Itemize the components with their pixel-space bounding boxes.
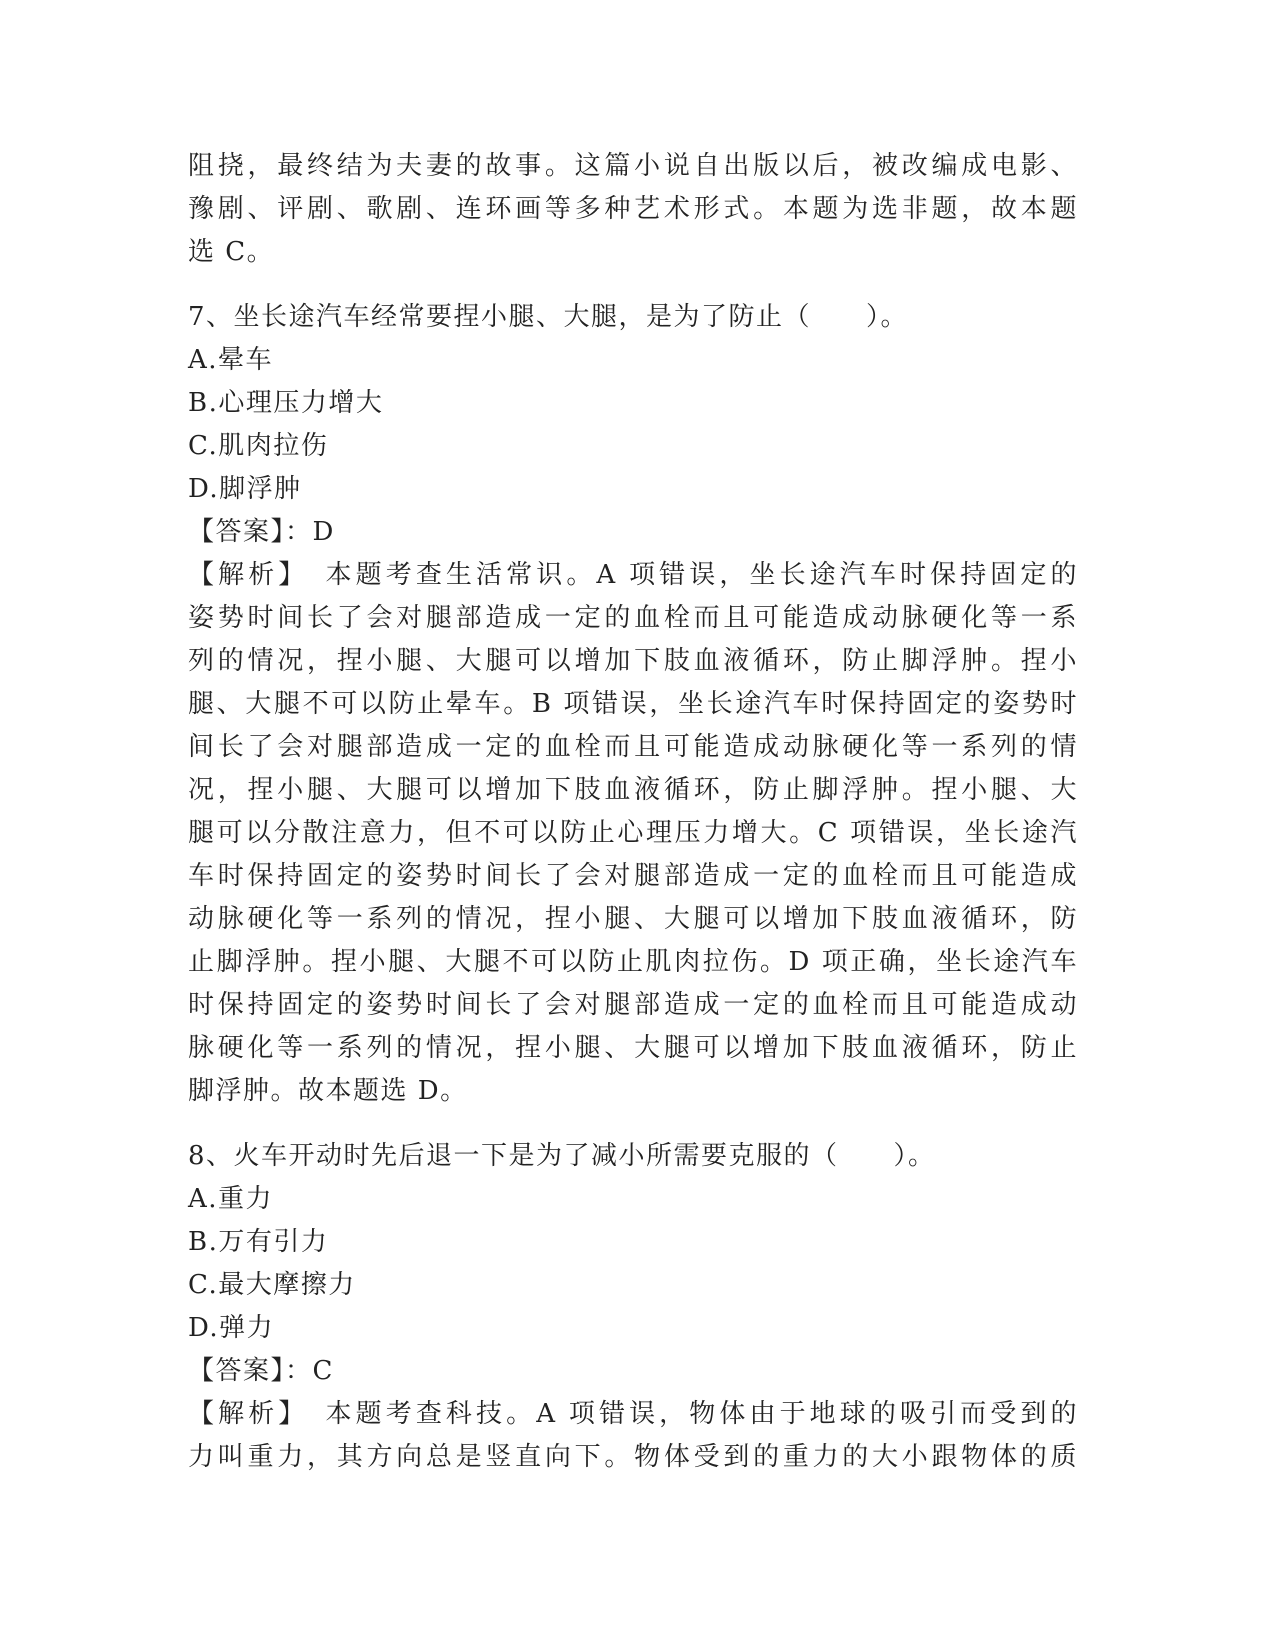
option-a: A.重力 — [188, 1184, 274, 1214]
analysis-line: 列的情况，捏小腿、大腿可以增加下肢血液循环，防止脚浮肿。捏小 — [188, 646, 1078, 676]
option-d: D.弹力 — [188, 1313, 275, 1343]
answer-line: 【答案】：C — [188, 1356, 334, 1386]
analysis-block — [188, 1393, 1078, 1479]
analysis-block — [188, 554, 1078, 1113]
option-b: B.万有引力 — [188, 1227, 329, 1257]
option-d: D.脚浮肿 — [188, 474, 302, 504]
answer-line: 【答案】：D — [188, 517, 335, 547]
question-7 — [188, 296, 1078, 1113]
analysis-line: 【解析】 本题考查生活常识。A 项错误，坐长途汽车时保持固定的 — [188, 560, 1078, 590]
analysis-line: 姿势时间长了会对腿部造成一定的血栓而且可能造成动脉硬化等一系 — [188, 603, 1078, 633]
analysis-line: 力叫重力，其方向总是竖直向下。物体受到的重力的大小跟物体的质 — [188, 1442, 1078, 1472]
analysis-line: 况，捏小腿、大腿可以增加下肢血液循环，防止脚浮肿。捏小腿、大 — [188, 775, 1078, 805]
question-8 — [188, 1135, 1078, 1479]
intro-analysis-continuation — [188, 145, 1078, 274]
analysis-line: 腿可以分散注意力，但不可以防止心理压力增大。C 项错误，坐长途汽 — [188, 818, 1078, 848]
analysis-line: 间长了会对腿部造成一定的血栓而且可能造成动脉硬化等一系列的情 — [188, 732, 1078, 762]
analysis-line: 动脉硬化等一系列的情况，捏小腿、大腿可以增加下肢血液循环，防 — [188, 904, 1078, 934]
analysis-line: 腿、大腿不可以防止晕车。B 项错误，坐长途汽车时保持固定的姿势时 — [188, 689, 1078, 719]
analysis-line: 止脚浮肿。捏小腿、大腿不可以防止肌肉拉伤。D 项正确，坐长途汽车 — [188, 947, 1078, 977]
text-line: 选 C。 — [188, 237, 275, 267]
analysis-line: 脉硬化等一系列的情况，捏小腿、大腿可以增加下肢血液循环，防止 — [188, 1033, 1078, 1063]
analysis-line: 时保持固定的姿势时间长了会对腿部造成一定的血栓而且可能造成动 — [188, 990, 1078, 1020]
option-c: C.肌肉拉伤 — [188, 431, 329, 461]
analysis-line: 脚浮肿。故本题选 D。 — [188, 1076, 468, 1106]
option-b: B.心理压力增大 — [188, 388, 384, 418]
question-text: 8、火车开动时先后退一下是为了减小所需要克服的（ ）。 — [188, 1141, 936, 1171]
document-page — [188, 145, 1078, 1479]
question-text: 7、坐长途汽车经常要捏小腿、大腿，是为了防止（ ）。 — [188, 302, 909, 332]
text-line: 阻挠，最终结为夫妻的故事。这篇小说自出版以后，被改编成电影、 — [188, 151, 1078, 181]
analysis-line: 【解析】 本题考查科技。A 项错误，物体由于地球的吸引而受到的 — [188, 1399, 1078, 1429]
text-line: 豫剧、评剧、歌剧、连环画等多种艺术形式。本题为选非题，故本题 — [188, 194, 1078, 224]
analysis-line: 车时保持固定的姿势时间长了会对腿部造成一定的血栓而且可能造成 — [188, 861, 1078, 891]
option-c: C.最大摩擦力 — [188, 1270, 356, 1300]
option-a: A.晕车 — [188, 345, 274, 375]
